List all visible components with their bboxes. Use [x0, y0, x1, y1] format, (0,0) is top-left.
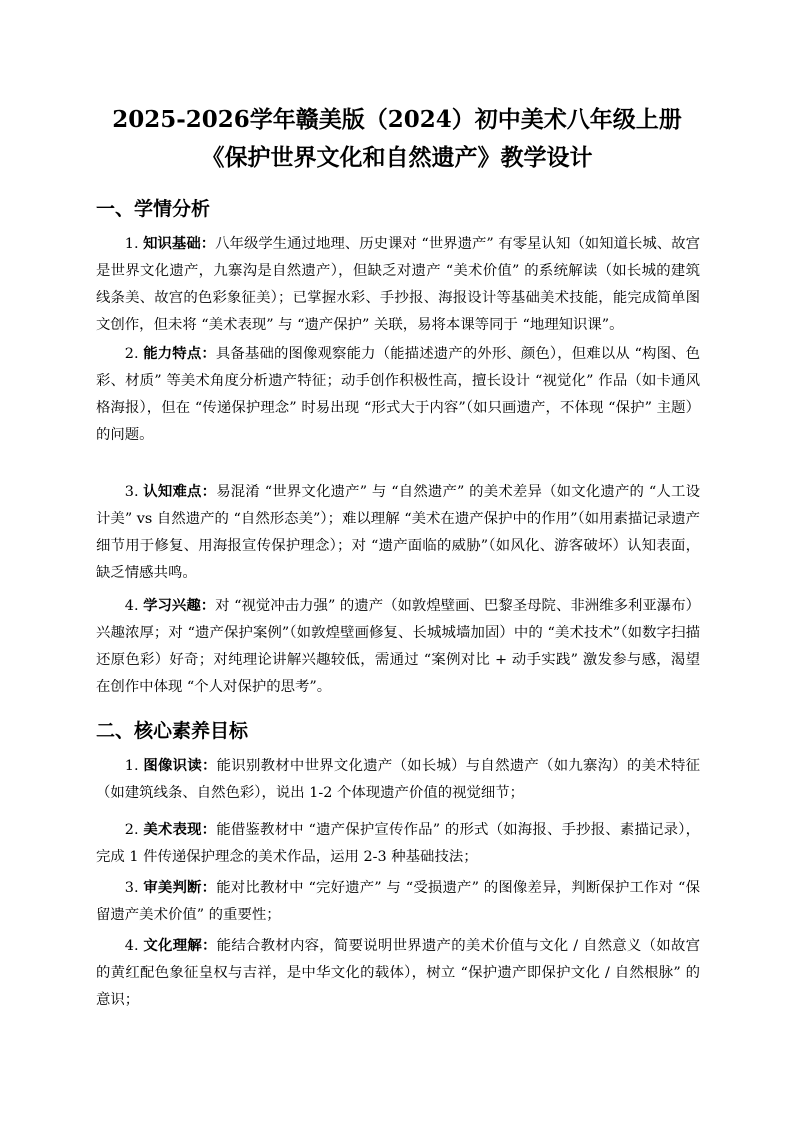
paragraph-learning-interest	[96, 592, 700, 701]
item-text: 八年级学生通过地理、历史课对 “世界遗产” 有零星认知（如知道长城、故宫是世界文化遗产，九寨沟是自然遗产），但缺乏对遗产 “美术价值” 的系统解读（如长城的建筑线条美、故宫的色彩象征美）；已掌握水彩、手抄报、海报设计等基础美术技能，能完成简单图文创作，但未将 “美术表现” 与 “遗产保护” 关联，易将本课等同于 “地理知识课”。	[96, 236, 700, 333]
item-label: 审美判断：	[143, 879, 217, 896]
item-text: 具备基础的图像观察能力（能描述遗产的外形、颜色），但难以从 “构图、色彩、材质” 等美术角度分析遗产特征；动手创作积极性高，擅长设计 “视觉化” 作品（如卡通风格海报），但在 “传递保护理念” 时易出现 “形式大于内容”（如只画遗产，不体现 “保护” 主题）的问题。	[96, 346, 701, 443]
item-text: 对 “视觉冲击力强” 的遗产（如敦煌壁画、巴黎圣母院、非洲维多利亚瀑布）兴趣浓厚；对 “遗产保护案例”（如敦煌壁画修复、长城城墙加固）中的 “美术技术”（如数字扫描还原色彩）好奇；对纯理论讲解兴趣较低，需通过 “案例对比 + 动手实践” 激发参与感，渴望在创作中体现 “个人对保护的思考”。	[96, 598, 700, 695]
item-number: 4.	[124, 938, 139, 954]
paragraph-ability-traits	[96, 340, 700, 449]
document-title-line-1: 2025-2026学年赣美版（2024）初中美术八年级上册	[112, 106, 682, 133]
item-label: 美术表现：	[143, 821, 217, 838]
item-number: 2.	[124, 346, 139, 362]
item-label: 图像识读：	[143, 757, 217, 774]
item-number: 3.	[124, 880, 139, 896]
document-title-line-2: 《保护世界文化和自然遗产》教学设计	[201, 144, 593, 171]
item-number: 3.	[124, 484, 139, 500]
item-label: 能力特点：	[143, 345, 216, 362]
item-number: 4.	[124, 598, 139, 614]
item-label: 文化理解：	[143, 937, 217, 954]
item-label: 认知难点：	[143, 483, 217, 500]
item-number: 1.	[124, 236, 139, 252]
paragraph-image-reading	[96, 752, 700, 807]
section-heading-core-competencies: 二、核心素养目标	[96, 720, 249, 742]
paragraph-knowledge-basis	[96, 230, 700, 339]
item-text: 能对比教材中 “完好遗产” 与 “受损遗产” 的图像差异，判断保护工作对 “保留遗产美术价值” 的重要性；	[96, 880, 700, 923]
item-label: 知识基础：	[143, 235, 216, 252]
paragraph-art-expression	[96, 816, 700, 871]
paragraph-cultural-understanding	[96, 932, 700, 1014]
paragraph-cognitive-difficulties	[96, 478, 700, 587]
paragraph-aesthetic-judgment	[96, 874, 700, 929]
item-text: 易混淆 “世界文化遗产” 与 “自然遗产” 的美术差异（如文化遗产的 “人工设计美” vs 自然遗产的 “自然形态美”）；难以理解 “美术在遗产保护中的作用”（如用素描记录遗产细节用于修复、用海报宣传保护理念）；对 “遗产面临的威胁”（如风化、游客破坏）认知表面，缺乏情感共鸣。	[96, 484, 700, 581]
item-label: 学习兴趣：	[143, 597, 216, 614]
item-number: 2.	[124, 822, 139, 838]
item-text: 能结合教材内容，简要说明世界遗产的美术价值与文化 / 自然意义（如故宫的黄红配色象征皇权与吉祥，是中华文化的载体），树立 “保护遗产即保护文化 / 自然根脉” 的意识；	[96, 938, 700, 1008]
section-heading-learner-analysis: 一、学情分析	[96, 198, 211, 220]
item-text: 能借鉴教材中 “遗产保护宣传作品” 的形式（如海报、手抄报、素描记录），完成 1 件传递保护理念的美术作品，运用 2-3 种基础技法；	[96, 822, 701, 865]
item-text: 能识别教材中世界文化遗产（如长城）与自然遗产（如九寨沟）的美术特征（如建筑线条、自然色彩），说出 1-2 个体现遗产价值的视觉细节；	[96, 758, 700, 801]
item-number: 1.	[124, 758, 139, 774]
